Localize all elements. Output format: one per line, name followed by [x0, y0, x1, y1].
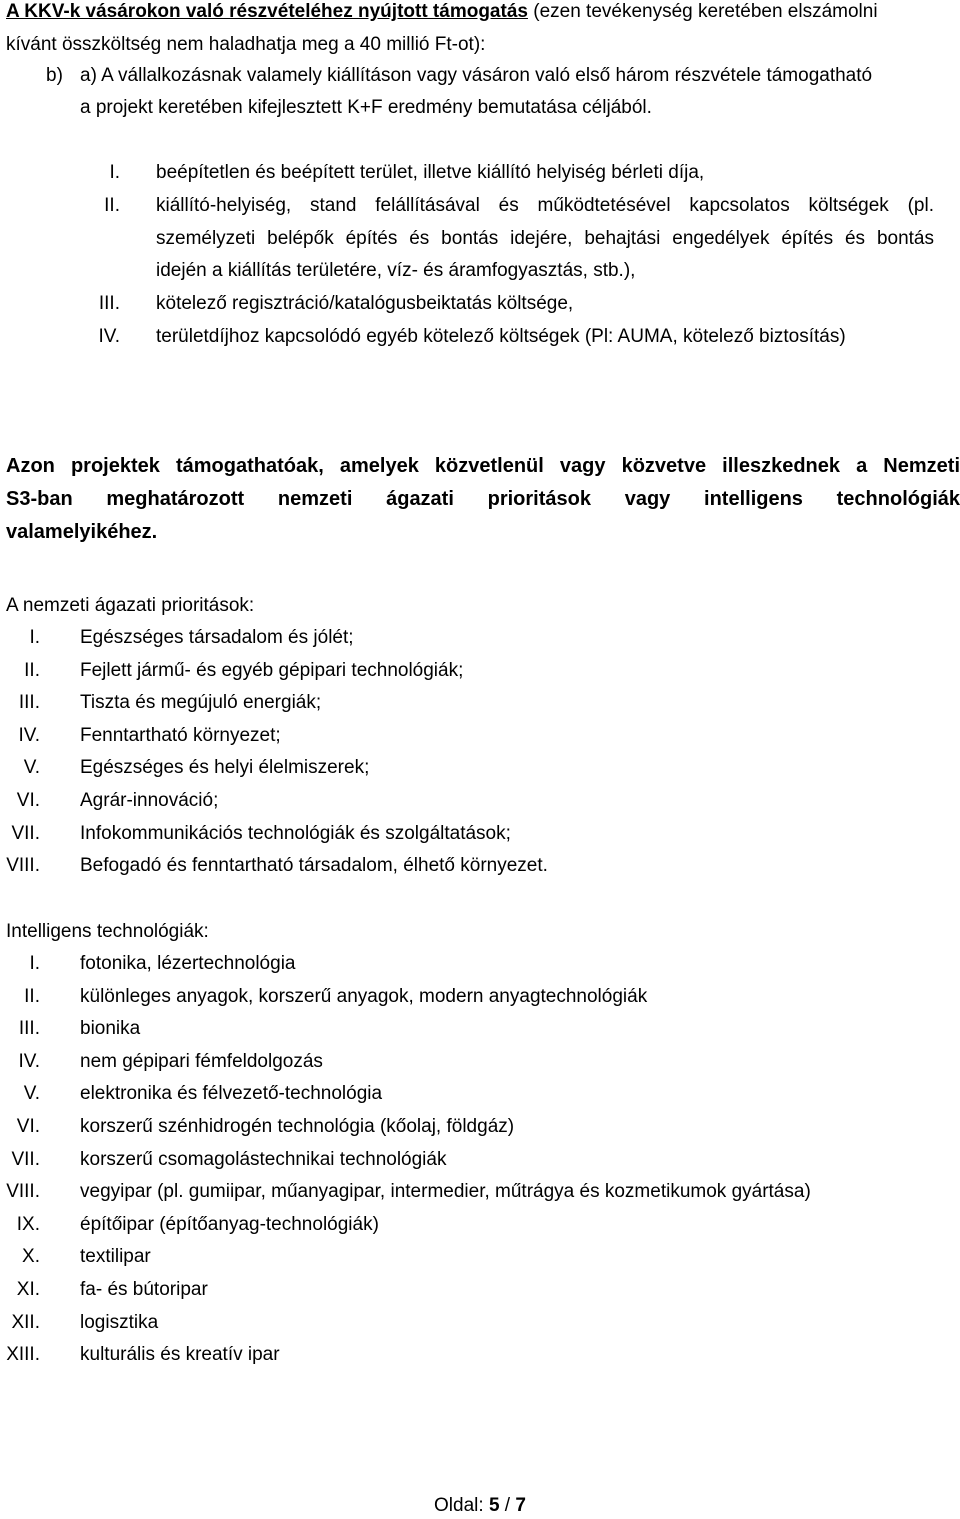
- cost-num: IV.: [98, 326, 120, 347]
- list-item-text: fa- és bútoripar: [80, 1279, 208, 1300]
- list-item-text: logisztika: [80, 1311, 159, 1333]
- list-item-text: korszerű szénhidrogén technológia (kőolaj, földgáz): [80, 1116, 515, 1137]
- list-item-number: VIII.: [6, 855, 40, 877]
- statement-line: Azon projektek támogathatóak, amelyek közvetlenül vagy közvetve illeszkednek a Nemzeti: [6, 455, 960, 477]
- list-item-number: IV.: [18, 724, 40, 746]
- list-item-number: I.: [29, 953, 40, 974]
- statement-line: S3-ban meghatározott nemzeti ágazati prioritások vagy intelligens technológiák: [6, 488, 960, 510]
- list-item-number: VII.: [11, 1148, 40, 1170]
- statement: [6, 450, 960, 549]
- list-item-number: VI.: [16, 790, 40, 811]
- list-item-text: Egészséges társadalom és jólét;: [80, 627, 354, 648]
- list-item-number: V.: [23, 757, 40, 779]
- intro-heading-rest: (ezen tevékenység keretében elszámolni: [527, 1, 878, 22]
- list-item-text: különleges anyagok, korszerű anyagok, modern anyagtechnológiák: [80, 985, 648, 1007]
- cost-text: személyzeti belépők építés és bontás idejére, behajtási engedélyek építés és bontás: [156, 228, 934, 249]
- footer-total-pages: 7: [515, 1495, 526, 1516]
- list-item-text: Fenntartható környezet;: [80, 724, 281, 746]
- list-item-text: bionika: [80, 1018, 141, 1040]
- list-item-number: VI.: [16, 1116, 40, 1137]
- cost-num: III.: [98, 293, 120, 314]
- list-item-number: II.: [24, 659, 40, 681]
- list-item-text: textilipar: [80, 1246, 151, 1268]
- footer-separator: /: [499, 1495, 516, 1516]
- list-item-text: korszerű csomagolástechnikai technológiák: [80, 1148, 447, 1170]
- statement-line: valamelyikéhez.: [6, 521, 158, 543]
- list-item-text: Tiszta és megújuló energiák;: [80, 692, 322, 714]
- list-item-text: vegyipar (pl. gumiipar, műanyagipar, intermedier, műtrágya és kozmetikumok gyártása): [80, 1181, 811, 1203]
- cost-text: kötelező regisztráció/katalógusbeiktatás költsége,: [156, 293, 574, 314]
- list-item-number: XI.: [16, 1279, 40, 1300]
- list-item-text: Befogadó és fenntartható társadalom, élhető környezet.: [80, 855, 548, 877]
- cost-num: II.: [104, 195, 120, 216]
- list-item-number: XII.: [11, 1311, 40, 1333]
- list-item-text: Fejlett jármű- és egyéb gépipari technológiák;: [80, 659, 464, 681]
- technologies-title: Intelligens technológiák:: [6, 921, 209, 942]
- intro-heading: A KKV-k vásárokon való részvételéhez nyújtott támogatás: [6, 1, 528, 22]
- list-item-number: I.: [29, 627, 40, 648]
- list-item-number: II.: [24, 985, 40, 1007]
- list-item-text: elektronika és félvezető-technológia: [80, 1083, 383, 1105]
- list-item-number: V.: [23, 1083, 40, 1105]
- intro-b-label: b): [46, 65, 63, 86]
- footer-current-page: 5: [488, 1495, 500, 1516]
- cost-text: területdíjhoz kapcsolódó egyéb kötelező költségek (Pl: AUMA, kötelező biztosítás): [156, 326, 846, 347]
- intro-b-line2: a projekt keretében kifejlesztett K+F eredmény bemutatása céljából.: [80, 97, 652, 118]
- cost-text: beépítetlen és beépített terület, illetve kiállító helyiség bérleti díja,: [156, 162, 705, 183]
- intro-b-line1: a) A vállalkozásnak valamely kiállításon vagy vásáron való első három részvétele támogatható: [80, 65, 873, 86]
- footer-label: Oldal:: [434, 1495, 489, 1516]
- priorities-title: A nemzeti ágazati prioritások:: [6, 595, 255, 616]
- list-item-number: VIII.: [6, 1181, 40, 1203]
- list-item-text: építőipar (építőanyag-technológiák): [80, 1213, 379, 1235]
- list-item-text: Agrár-innováció;: [80, 790, 219, 811]
- list-item-number: III.: [18, 692, 40, 714]
- list-item-number: XIII.: [6, 1344, 40, 1366]
- cost-num: I.: [109, 162, 120, 183]
- cost-text: idején a kiállítás területére, víz- és áramfogyasztás, stb.),: [156, 260, 636, 281]
- cost-text: kiállító-helyiség, stand felállításával és működtetésével kapcsolatos költségek (pl.: [156, 195, 934, 216]
- list-item-number: III.: [18, 1018, 40, 1040]
- list-item-number: X.: [22, 1246, 40, 1268]
- list-item-text: kulturális és kreatív ipar: [80, 1344, 280, 1366]
- list-item-text: Egészséges és helyi élelmiszerek;: [80, 757, 370, 779]
- list-item-text: nem gépipari fémfeldolgozás: [80, 1050, 323, 1072]
- list-item-text: fotonika, lézertechnológia: [80, 953, 296, 974]
- list-item-number: IV.: [18, 1050, 40, 1072]
- list-item-number: IX.: [16, 1213, 40, 1235]
- intro-line2: kívánt összköltség nem haladhatja meg a 40 millió Ft-ot):: [6, 34, 486, 55]
- list-item-text: Infokommunikációs technológiák és szolgáltatások;: [80, 822, 511, 844]
- page-footer: [0, 1494, 960, 1518]
- intro-heading-line: [6, 0, 878, 24]
- list-item-number: VII.: [11, 822, 40, 844]
